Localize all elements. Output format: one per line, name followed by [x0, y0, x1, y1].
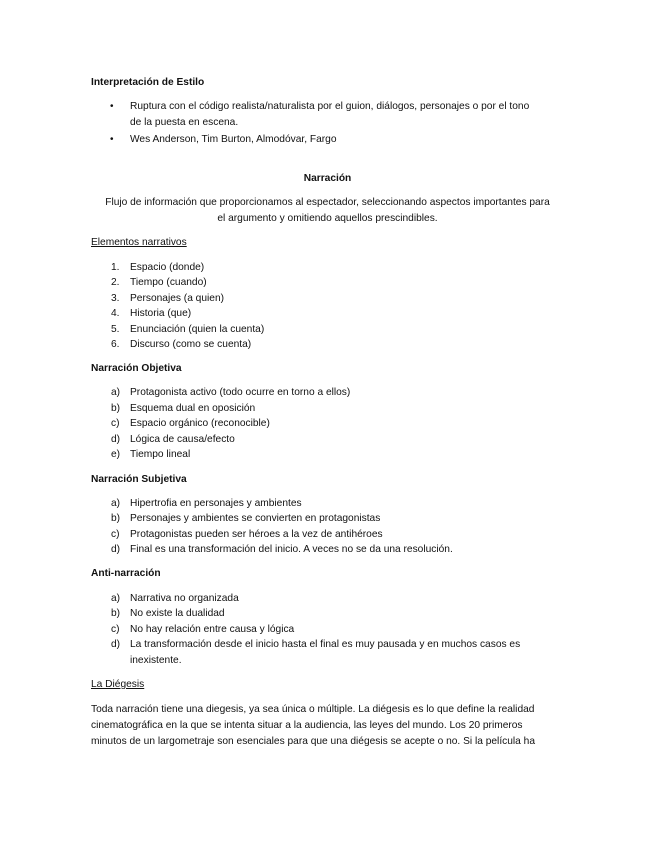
list-marker: a): [111, 593, 121, 604]
list-item: Historia (que): [130, 308, 192, 319]
bullet-item-text: Wes Anderson, Tim Burton, Almodóvar, Fargo: [130, 134, 337, 145]
section-heading-elementos: Elementos narrativos: [91, 237, 187, 248]
list-item: Discurso (como se cuenta): [130, 339, 252, 350]
list-item: Hipertrofia en personajes y ambientes: [130, 498, 302, 509]
list-marker: 4.: [111, 308, 120, 319]
intro-paragraph-line: Flujo de información que proporcionamos al espectador, seleccionando aspectos importantes para: [105, 197, 550, 208]
list-marker: d): [111, 639, 121, 650]
list-item: Protagonistas pueden ser héroes a la vez de antihéroes: [130, 529, 383, 540]
bullet-item-text: Ruptura con el código realista/naturalista por el guion, diálogos, personajes o por el tono: [130, 101, 530, 112]
list-marker: 5.: [111, 324, 120, 335]
list-item: Protagonista activo (todo ocurre en torno a ellos): [130, 387, 351, 398]
list-marker: 3.: [111, 293, 120, 304]
list-marker: 1.: [111, 262, 120, 273]
list-item-continuation: inexistente.: [130, 655, 182, 666]
list-item: Tiempo lineal: [130, 449, 191, 460]
bullet-icon: •: [110, 101, 114, 112]
list-marker: b): [111, 403, 121, 414]
bullet-icon: •: [110, 134, 114, 145]
section-heading-anti: Anti-narración: [91, 568, 161, 579]
list-marker: e): [111, 449, 121, 460]
list-marker: 6.: [111, 339, 120, 350]
list-item: Espacio (donde): [130, 262, 205, 273]
paragraph-line: minutos de un largometraje son esenciales para que una diégesis se acepte o no. Si la película ha: [91, 736, 536, 747]
list-item: Esquema dual en oposición: [130, 403, 256, 414]
list-marker: a): [111, 387, 121, 398]
intro-paragraph-line: el argumento y omitiendo aquellos prescindibles.: [217, 213, 438, 224]
paragraph-line: Toda narración tiene una diegesis, ya sea única o múltiple. La diégesis es lo que define la realidad: [91, 704, 535, 715]
list-item: Personajes y ambientes se convierten en protagonistas: [130, 513, 381, 524]
list-item: Lógica de causa/efecto: [130, 434, 235, 445]
list-marker: b): [111, 608, 121, 619]
list-marker: d): [111, 544, 121, 555]
list-marker: c): [111, 624, 120, 635]
list-marker: b): [111, 513, 121, 524]
section-title-narracion: Narración: [303, 173, 352, 184]
section-heading-diegesis: La Diégesis: [91, 679, 145, 690]
list-item: Personajes (a quien): [130, 293, 225, 304]
list-marker: c): [111, 529, 120, 540]
list-item: Narrativa no organizada: [130, 593, 239, 604]
list-item: Espacio orgánico (reconocible): [130, 418, 270, 429]
list-marker: c): [111, 418, 120, 429]
list-marker: 2.: [111, 277, 120, 288]
list-item: No hay relación entre causa y lógica: [130, 624, 295, 635]
list-item: No existe la dualidad: [130, 608, 225, 619]
list-item: Tiempo (cuando): [130, 277, 207, 288]
list-item: La transformación desde el inicio hasta el final es muy pausada y en muchos casos es: [130, 639, 521, 650]
bullet-item-text: de la puesta en escena.: [130, 117, 239, 128]
list-item: Final es una transformación del inicio. A veces no se da una resolución.: [130, 544, 453, 555]
list-marker: d): [111, 434, 121, 445]
section-heading-estilo: Interpretación de Estilo: [91, 77, 205, 88]
section-heading-subjetiva: Narración Subjetiva: [91, 474, 187, 485]
section-heading-objetiva: Narración Objetiva: [91, 363, 182, 374]
list-marker: a): [111, 498, 121, 509]
paragraph-line: cinematográfica en la que se intenta situar a la audiencia, las leyes del mundo. Los 20 primeros: [91, 720, 523, 731]
list-item: Enunciación (quien la cuenta): [130, 324, 265, 335]
